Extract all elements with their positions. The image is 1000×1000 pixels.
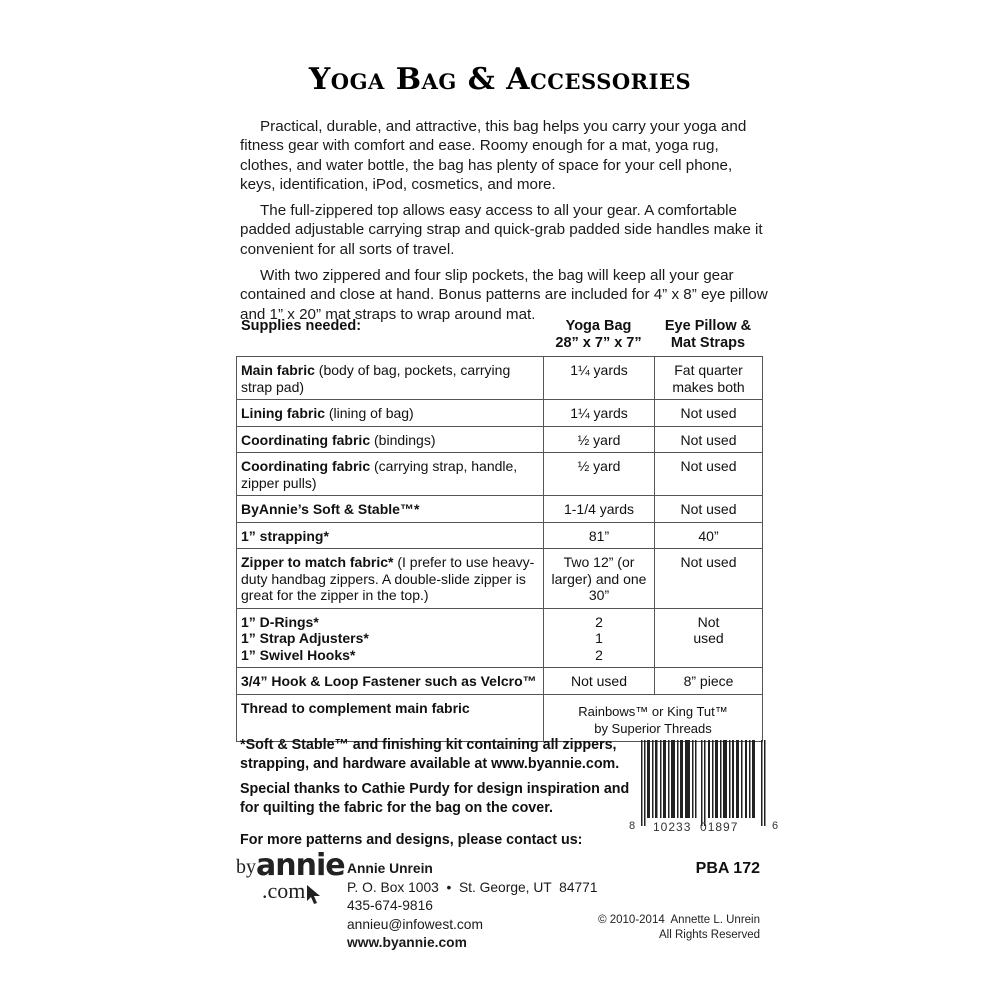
item-name: 3/4” Hook & Loop Fastener such as Velcro™ (241, 673, 537, 689)
item-name: ByAnnie’s Soft & Stable™* (241, 501, 420, 517)
quantity: 2 (595, 613, 603, 630)
item-cell (237, 694, 544, 741)
yoga-bag-cell: Not used (544, 668, 655, 695)
item-detail: (body of bag, pockets, carrying strap pad) (241, 362, 511, 395)
barcode (629, 740, 779, 840)
supplies-header (240, 318, 770, 354)
notes (240, 736, 640, 824)
item-detail: (lining of bag) (325, 405, 414, 421)
table-row (237, 668, 763, 695)
contact-website: www.byannie.com (347, 935, 467, 950)
item-detail: (bindings) (370, 431, 436, 448)
thread-cell (544, 694, 763, 741)
logo-by: by (236, 856, 256, 878)
eye-pillow-value: used (693, 630, 724, 646)
barcode-bars-icon (641, 740, 769, 826)
item-name: Main fabric (241, 362, 315, 378)
supplies-table (236, 356, 763, 742)
item-name: 1” D-Rings* (241, 613, 319, 630)
contact-email: annieu@infowest.com (347, 916, 483, 932)
column-header-line: Eye Pillow & (664, 318, 752, 334)
yoga-bag-cell: 1¼ yards (544, 400, 655, 427)
yoga-bag-cell (544, 608, 655, 668)
thread-value: by Superior Threads (594, 720, 712, 736)
page-title: Yoga Bag & Accessories (308, 62, 692, 97)
item-name: 1” Strap Adjusters* (241, 630, 369, 646)
eye-pillow-cell (655, 608, 763, 668)
table-row (237, 522, 763, 549)
copyright-line: © 2010-2014 Annette L. Unrein (598, 914, 760, 926)
contact-name: Annie Unrein (347, 861, 433, 876)
column-header-line: 28” x 7” x 7” (555, 335, 642, 351)
table-row (237, 549, 763, 609)
copyright-line: All Rights Reserved (659, 928, 760, 941)
eye-pillow-cell: Not used (655, 426, 763, 453)
yoga-bag-cell: ½ yard (544, 426, 655, 453)
item-cell (237, 453, 544, 496)
item-cell (237, 668, 544, 695)
column-header-eye-pillow (654, 318, 762, 352)
contact-phone: 435-674-9816 (347, 898, 433, 913)
supplies-label: Supplies needed: (241, 318, 362, 334)
kit-note: *Soft & Stable™ and finishing kit containing all zippers, strapping, and hardware available at www.byannie.com. (240, 737, 620, 772)
eye-pillow-cell: Not used (655, 549, 763, 609)
contact-address (347, 860, 598, 953)
item-name: 1” strapping* (241, 527, 329, 544)
yoga-bag-cell: 81” (544, 522, 655, 549)
eye-pillow-cell: Fat quarter makes both (655, 357, 763, 400)
item-cell (237, 426, 544, 453)
item-detail: (carrying strap, handle, zipper pulls) (241, 458, 518, 491)
item-detail: (I prefer to use heavy-duty handbag zippers. A double-slide zipper is great for the zipper in the top.) (241, 554, 535, 603)
table-row (237, 426, 763, 453)
eye-pillow-cell: 40” (655, 522, 763, 549)
yoga-bag-cell: 1¼ yards (544, 357, 655, 400)
quantity: 1 (595, 630, 603, 646)
table-row (237, 357, 763, 400)
item-cell (237, 549, 544, 609)
barcode-right-digit: 6 (772, 820, 779, 832)
pattern-number: PBA 172 (695, 860, 760, 877)
item-cell (237, 496, 544, 523)
copyright (598, 913, 760, 942)
yoga-bag-cell: Two 12” (or larger) and one 30” (544, 549, 655, 609)
yoga-bag-cell: ½ yard (544, 453, 655, 496)
column-header-yoga-bag (543, 318, 654, 352)
eye-pillow-cell: 8” piece (655, 668, 763, 695)
logo-annie: annie (256, 848, 345, 883)
table-row (237, 694, 763, 741)
intro-text (240, 117, 770, 331)
item-name: Thread to complement main fabric (241, 699, 470, 716)
thanks-note: Special thanks to Cathie Purdy for design inspiration and for quilting the fabric for the bag on the cover. (240, 781, 630, 816)
column-header-line: Yoga Bag (565, 318, 632, 334)
table-row (237, 453, 763, 496)
item-cell (237, 400, 544, 427)
intro-paragraph: The full-zippered top allows easy access to all your gear. A comfortable padded adjustable carrying strap and quick-grab padded side handles make it convenient for all sorts of travel. (240, 202, 763, 258)
eye-pillow-cell: Not used (655, 400, 763, 427)
intro-paragraph: With two zippered and four slip pockets, the bag will keep all your gear contained and close at hand. Bonus patterns are included for 4” x 8” eye pillow and 1” x 20” mat straps to wrap around mat. (240, 267, 768, 323)
quantity: 2 (595, 646, 603, 663)
item-name: Coordinating fabric (241, 458, 371, 474)
barcode-number: 10233 01897 (653, 820, 739, 834)
item-name: Coordinating fabric (241, 431, 371, 448)
table-row (237, 400, 763, 427)
logo-com: .com (262, 878, 306, 903)
thread-value: Rainbows™ or King Tut™ (578, 703, 728, 719)
item-name: 1” Swivel Hooks* (241, 646, 356, 663)
table-row (237, 496, 763, 523)
contact-heading: For more patterns and designs, please contact us: (240, 832, 583, 848)
barcode-left-digit: 8 (629, 820, 636, 832)
byannie-logo (236, 848, 345, 914)
item-cell (237, 522, 544, 549)
column-header-line: Mat Straps (670, 335, 746, 351)
item-name: Zipper to match fabric* (241, 554, 394, 570)
item-cell (237, 357, 544, 400)
yoga-bag-cell: 1-1/4 yards (544, 496, 655, 523)
eye-pillow-cell: Not used (655, 453, 763, 496)
item-name: Lining fabric (241, 405, 325, 421)
eye-pillow-cell: Not used (655, 496, 763, 523)
cursor-arrow-icon (306, 884, 322, 906)
item-cell (237, 608, 544, 668)
intro-paragraph: Practical, durable, and attractive, this bag helps you carry your yoga and fitness gear with comfort and ease. Roomy enough for a mat, yoga rug, clothes, and water bottle, the bag has plenty of space for your cell phone, keys, identification, iPod, cosmetics, and more. (240, 118, 747, 193)
eye-pillow-value: Not (697, 613, 720, 630)
contact-street: P. O. Box 1003 • St. George, UT 84771 (347, 879, 598, 895)
table-row (237, 608, 763, 668)
